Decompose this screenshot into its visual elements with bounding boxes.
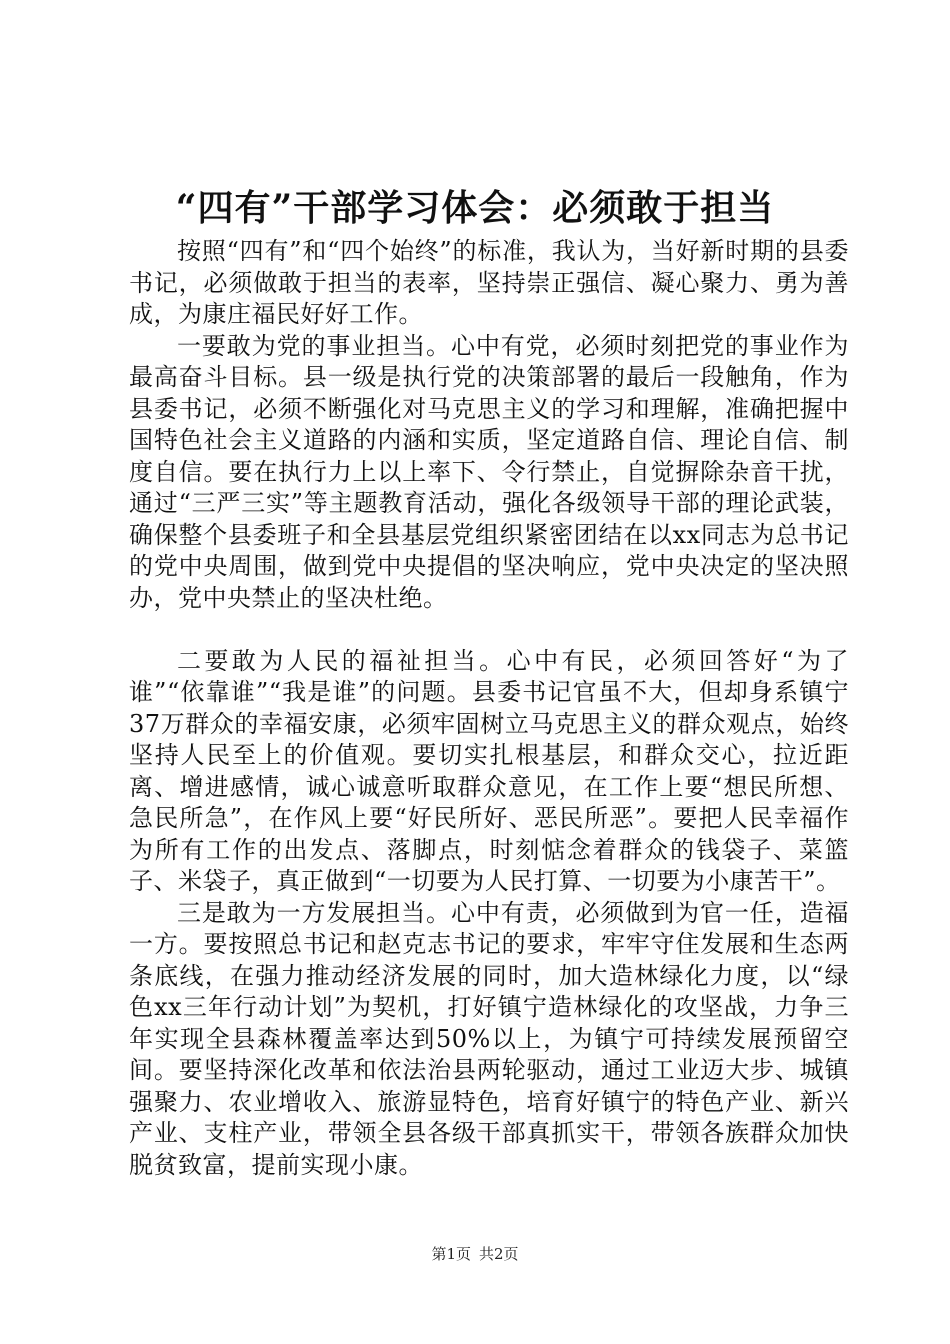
page-number-current: 第1页 [431, 1245, 471, 1263]
paragraph-people: 二要敢为人民的福祉担当。心中有民，必须回答好“为了谁”“依靠谁”“我是谁”的问题。县委书记官虽不大，但却身系镇宁37万群众的幸福安康，必须牢固树立马克思主义的群众观点，始终坚持人民至上的价值观。要切实扎根基层，和群众交心，拉近距离、增进感情，诚心诚意听取群众意见，在工作上要“想民所想、急民所急”，在作风上要“好民所好、恶民所恶”。要把人民幸福作为所有工作的出发点、落脚点，时刻惦念着群众的钱袋子、菜篮子、米袋子，真正做到“一切要为人民打算、一切要为小康苦干”。 [129, 646, 849, 895]
paragraph-intro: 按照“四有”和“四个始终”的标准，我认为，当好新时期的县委书记，必须做敢于担当的表率，坚持崇正强信、凝心聚力、勇为善成，为康庄福民好好工作。 [129, 237, 849, 328]
document-body [129, 236, 849, 1181]
paragraph-spacer [129, 614, 849, 646]
page-title: “四有”干部学习体会：必须敢于担当 [175, 187, 775, 229]
paragraph-party: 一要敢为党的事业担当。心中有党，必须时刻把党的事业作为最高奋斗目标。县一级是执行党的决策部署的最后一段触角，作为县委书记，必须不断强化对马克思主义的学习和理解，准确把握中国特色社会主义道路的内涵和实质，坚定道路自信、理论自信、制度自信。要在执行力上以上率下、令行禁止，自觉摒除杂音干扰，通过“三严三实”等主题教育活动，强化各级领导干部的理论武装，确保整个县委班子和全县基层党组织紧密团结在以xx同志为总书记的党中央周围，做到党中央提倡的坚决响应，党中央决定的坚决照办，党中央禁止的坚决杜绝。 [129, 331, 849, 612]
page-number-total: 共2页 [479, 1245, 519, 1263]
page-footer [0, 1244, 950, 1264]
paragraph-development: 三是敢为一方发展担当。心中有责，必须做到为官一任，造福一方。要按照总书记和赵克志书记的要求，牢牢守住发展和生态两条底线，在强力推动经济发展的同时，加大造林绿化力度，以“绿色xx三年行动计划”为契机，打好镇宁造林绿化的攻坚战，力争三年实现全县森林覆盖率达到50%以上，为镇宁可持续发展预留空间。要坚持深化改革和依法治县两轮驱动，通过工业迈大步、城镇强聚力、农业增收入、旅游显特色，培育好镇宁的特色产业、新兴产业、支柱产业，带领全县各级干部真抓实干，带领各族群众加快脱贫致富，提前实现小康。 [129, 898, 849, 1179]
